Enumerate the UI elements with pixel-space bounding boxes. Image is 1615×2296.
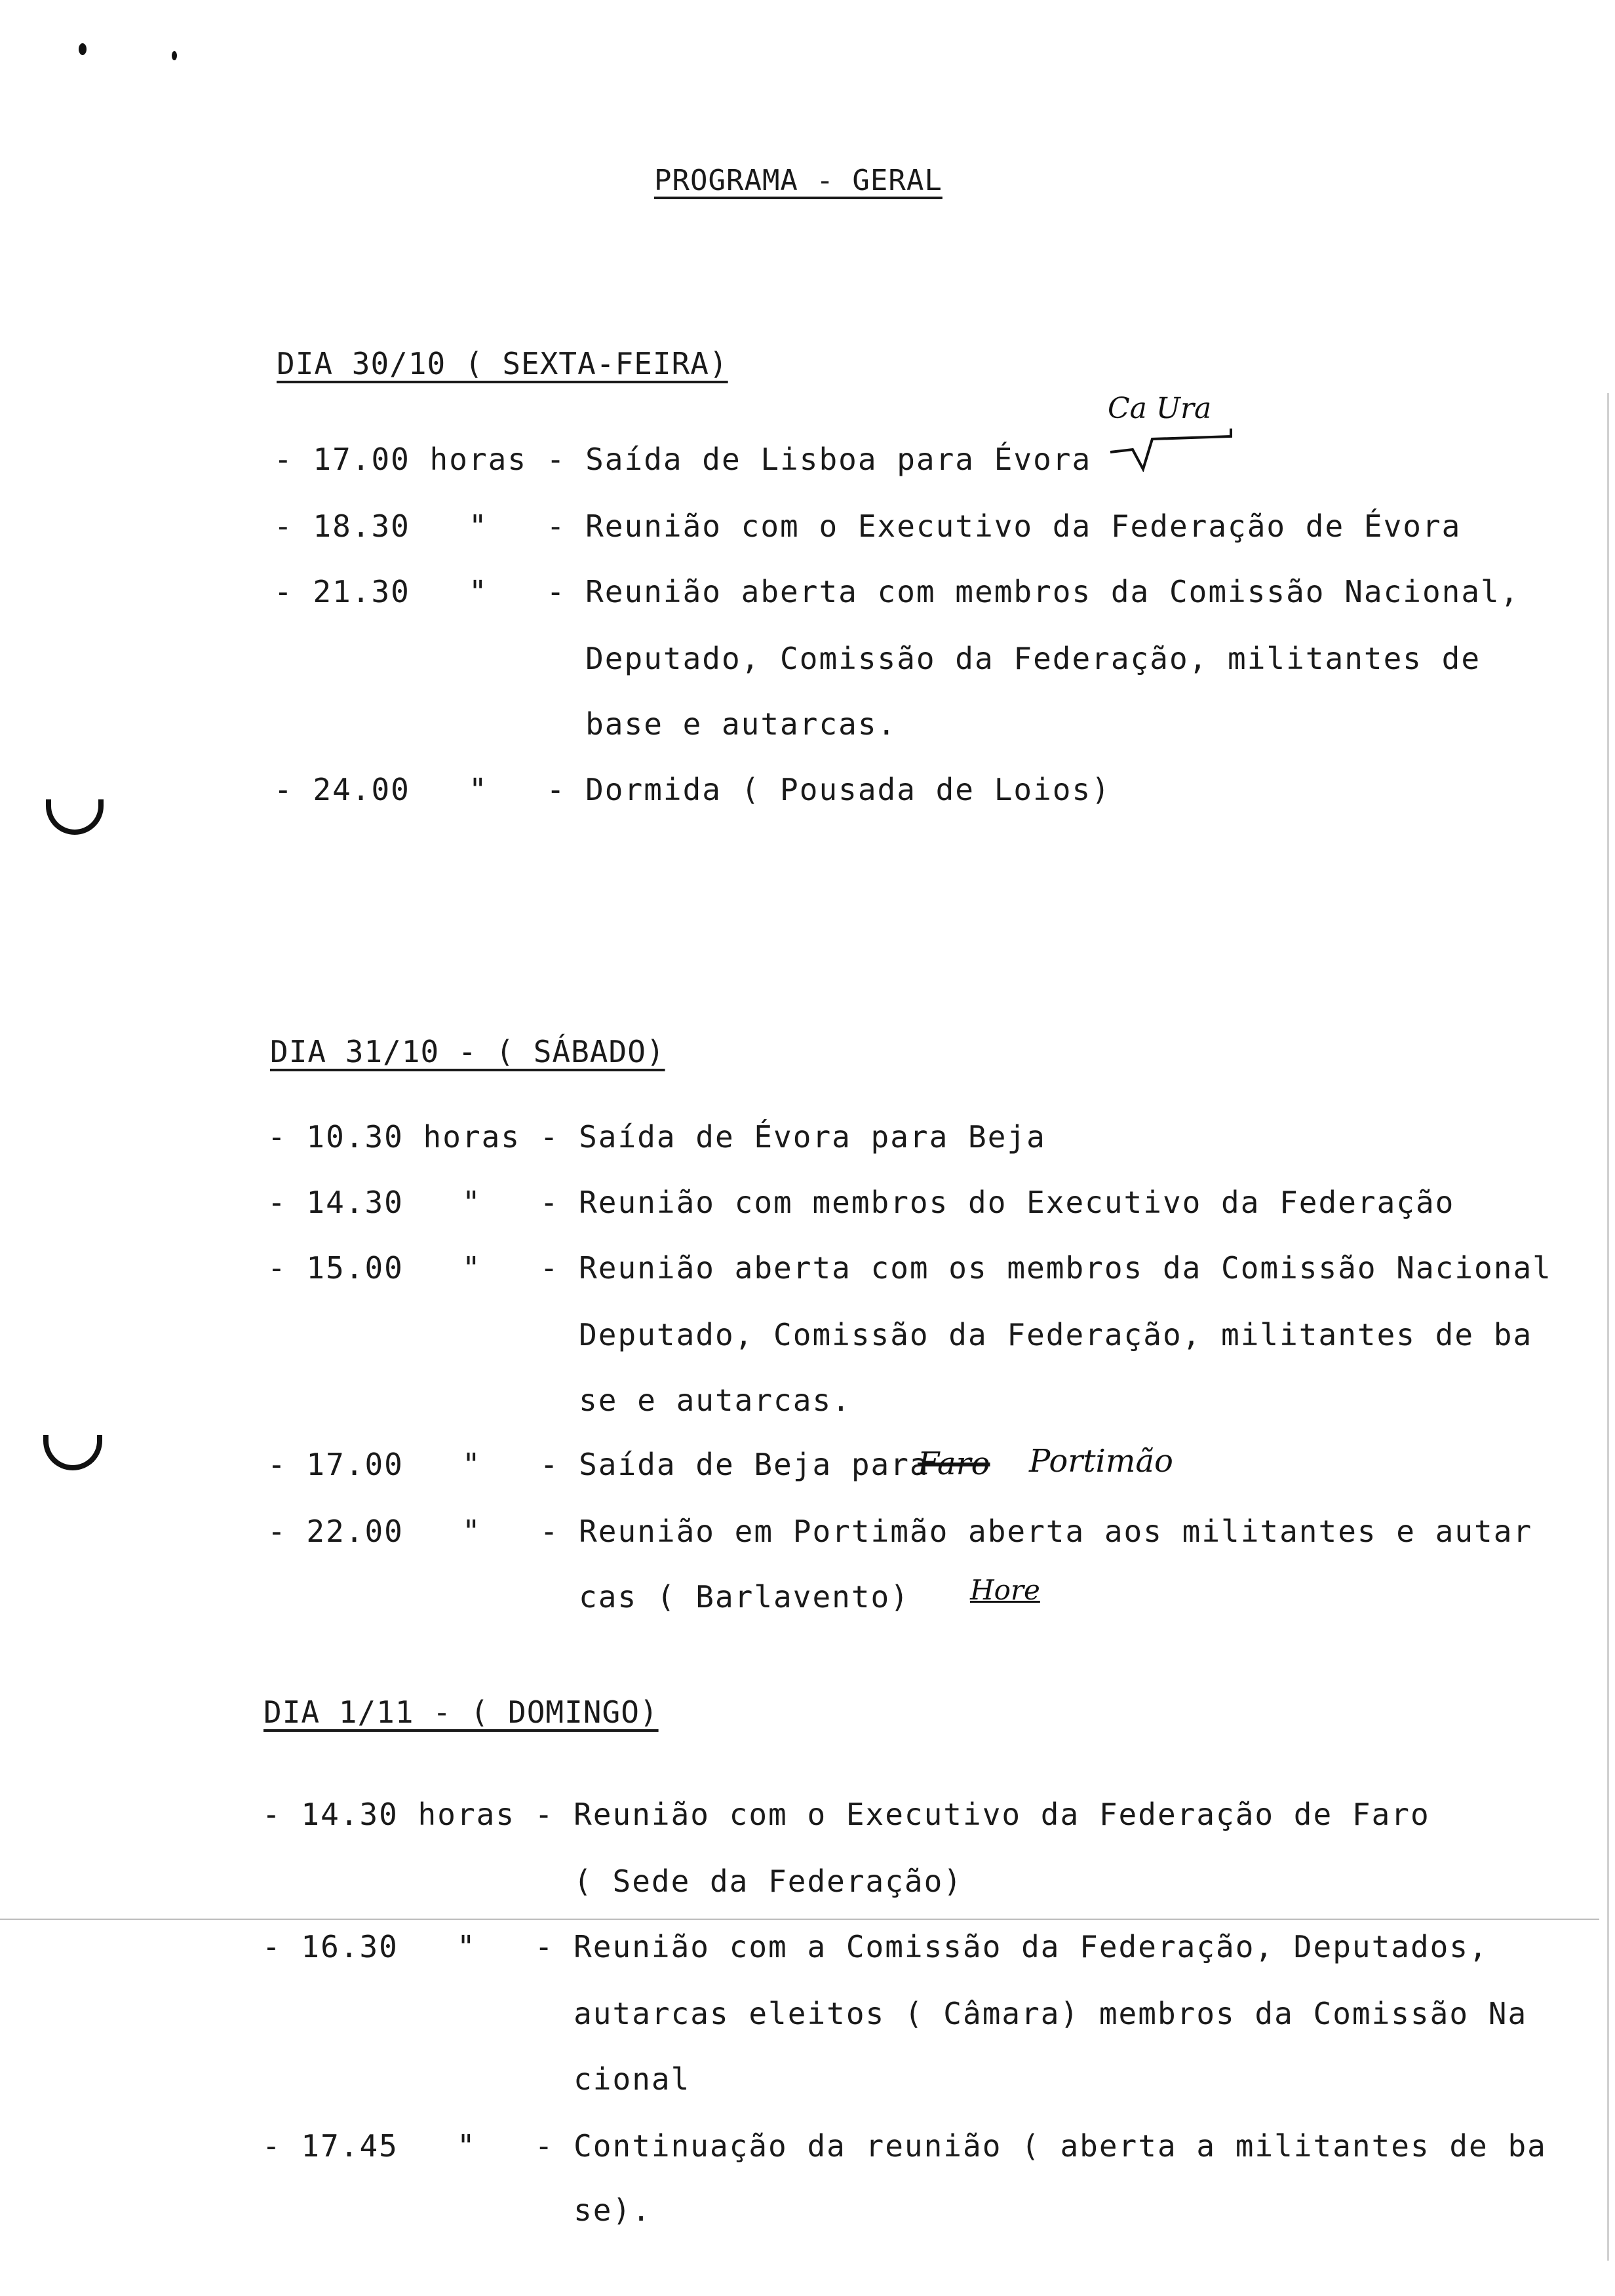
schedule-line: se). [262, 2192, 652, 2228]
schedule-line: - 14.30 " - Reunião com membros do Executivo da Federação [267, 1185, 1455, 1220]
schedule-line: - 17.00 horas - Saída de Lisboa para Évora [274, 442, 1092, 477]
schedule-line: base e autarcas. [274, 706, 897, 742]
day-header: DIA 30/10 ( SEXTA-FEIRA) [277, 346, 728, 381]
page-edge [1607, 393, 1609, 2261]
schedule-line: - 21.30 " - Reunião aberta com membros da Comissão Nacional, [274, 574, 1520, 609]
schedule-line: - 24.00 " - Dormida ( Pousada de Loios) [274, 772, 1111, 807]
schedule-line: - 17.00 " - Saída de Beja para [267, 1447, 929, 1482]
punch-mark [43, 1435, 102, 1470]
schedule-line: ( Sede da Federação) [262, 1864, 963, 1899]
schedule-line: cas ( Barlavento) [267, 1579, 910, 1615]
schedule-line: Deputado, Comissão da Federação, militantes de ba [267, 1317, 1533, 1352]
page-title: PROGRAMA - GERAL [654, 164, 943, 197]
handwritten-note: Ca Ura [1108, 392, 1212, 425]
handwritten-check-mark [1106, 426, 1251, 472]
scan-dot [79, 43, 87, 55]
punch-mark [46, 799, 104, 835]
schedule-line: - 18.30 " - Reunião com o Executivo da Federação de Évora [274, 508, 1462, 544]
schedule-line: - 10.30 horas - Saída de Évora para Beja [267, 1119, 1046, 1155]
scan-dot [172, 51, 177, 60]
schedule-line: - 14.30 horas - Reunião com o Executivo da Federação de Faro [262, 1797, 1430, 1832]
struck-destination: Faro [918, 1445, 990, 1482]
schedule-line: - 17.45 " - Continuação da reunião ( aberta a militantes de ba [262, 2128, 1547, 2164]
handwritten-destination: Portimão [1029, 1443, 1173, 1480]
day-header: DIA 31/10 - ( SÁBADO) [270, 1034, 665, 1069]
fold-line [0, 1919, 1599, 1920]
schedule-line: se e autarcas. [267, 1383, 851, 1418]
schedule-line: - 16.30 " - Reunião com a Comissão da Federação, Deputados, [262, 1929, 1489, 1964]
schedule-line: Deputado, Comissão da Federação, militantes de [274, 641, 1481, 676]
schedule-line: - 15.00 " - Reunião aberta com os membros da Comissão Nacional [267, 1250, 1552, 1286]
day-header: DIA 1/11 - ( DOMINGO) [263, 1694, 659, 1730]
schedule-line: cional [262, 2061, 691, 2097]
schedule-line: autarcas eleitos ( Câmara) membros da Comissão Na [262, 1996, 1528, 2031]
handwritten-note: Hore [970, 1574, 1040, 1606]
schedule-line: - 22.00 " - Reunião em Portimão aberta aos militantes e autar [267, 1514, 1533, 1549]
